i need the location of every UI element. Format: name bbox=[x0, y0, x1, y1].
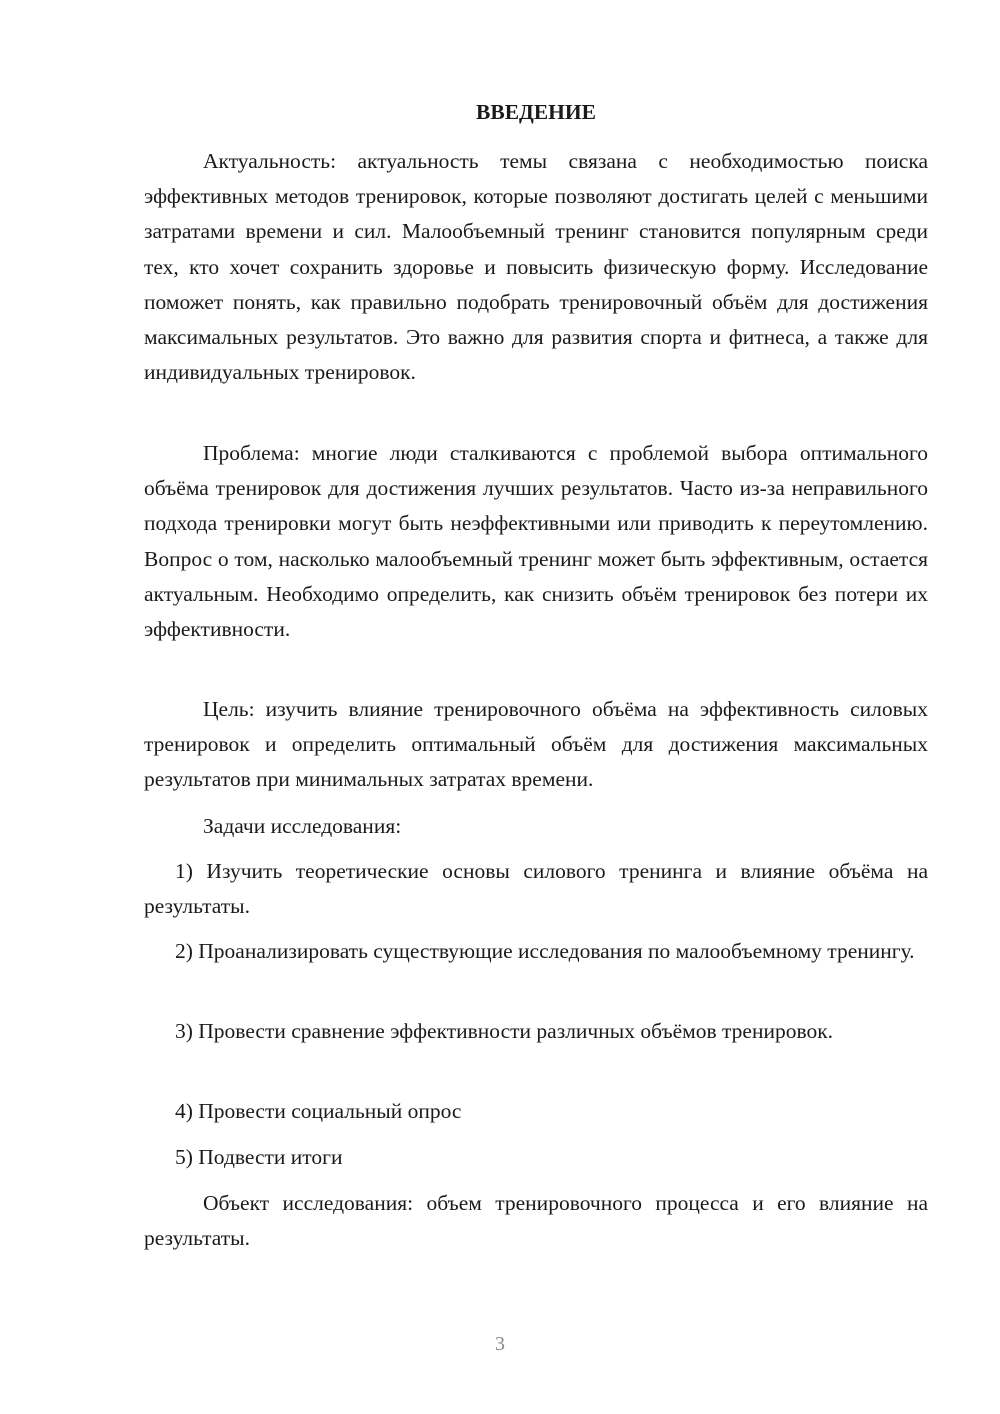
task-item-2: 2) Проанализировать существующие исследования по малообъемному тренингу. bbox=[175, 939, 915, 963]
task-item-3: 3) Провести сравнение эффективности различных объёмов тренировок. bbox=[175, 1019, 834, 1043]
task-item-5: 5) Подвести итоги bbox=[175, 1145, 343, 1169]
paragraph-goal: Цель: изучить влияние тренировочного объёма на эффективность силовых тренировок и определить оптимальный объём для достижения максимальных результатов при минимальных затратах времени. bbox=[144, 697, 928, 792]
page-number: 3 bbox=[495, 1333, 505, 1355]
paragraph-tasks-heading: Задачи исследования: bbox=[203, 814, 402, 838]
task-item-4: 4) Провести социальный опрос bbox=[175, 1099, 462, 1123]
paragraph-problem: Проблема: многие люди сталкиваются с проблемой выбора оптимального объёма тренировок для достижения лучших результатов. Часто из-за неправильного подхода тренировки могут быть неэффективными или приводить к переутомлению. Вопрос о том, насколько малообъемный тренинг может быть эффективным, остается актуальным. Необходимо определить, как снизить объём тренировок без потери их эффективности. bbox=[144, 441, 928, 642]
page-title: ВВЕДЕНИЕ bbox=[476, 100, 596, 124]
paragraph-relevance: Актуальность: актуальность темы связана с необходимостью поиска эффективных методов тренировок, которые позволяют достигать целей с меньшими затратами времени и сил. Малообъемный тренинг становится популярным среди тех, кто хочет сохранить здоровье и повысить физическую форму. Исследование поможет понять, как правильно подобрать тренировочный объём для достижения максимальных результатов. Это важно для развития спорта и фитнеса, а также для индивидуальных тренировок. bbox=[144, 149, 928, 385]
paragraph-object: Объект исследования: объем тренировочного процесса и его влияние на результаты. bbox=[144, 1191, 928, 1251]
task-item-1: 1) Изучить теоретические основы силового тренинга и влияние объёма на результаты. bbox=[144, 859, 928, 919]
